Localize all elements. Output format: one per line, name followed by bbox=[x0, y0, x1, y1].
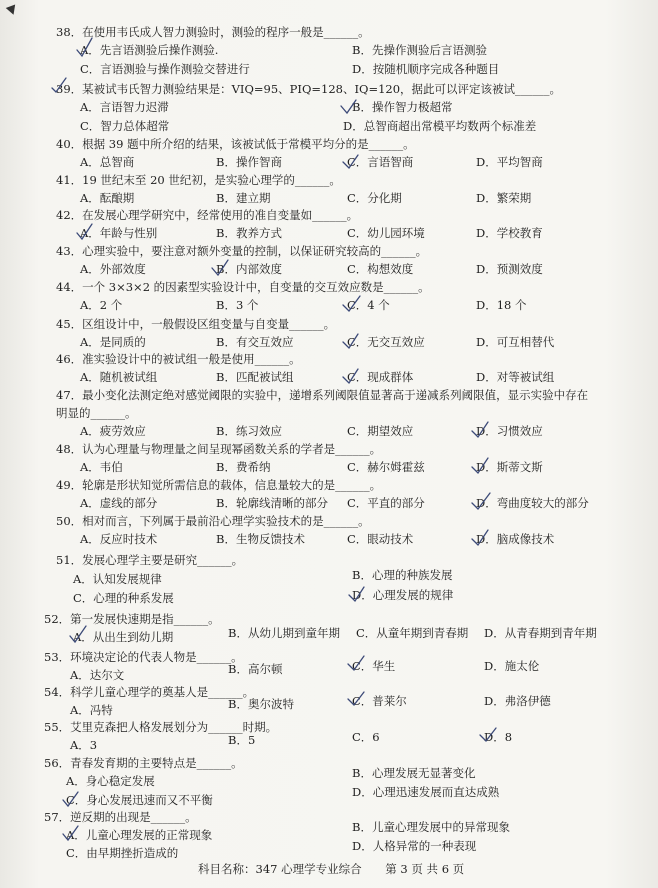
question-43-stem: 43．心理实验中，要注意对额外变量的控制，以保证研究较高的______。 bbox=[56, 244, 428, 258]
question-56-option-b: B．心理发展无显著变化 bbox=[352, 766, 476, 780]
question-57-option-b: B．儿童心理发展中的异常现象 bbox=[352, 820, 510, 834]
question-49-option-b: B．轮廓线清晰的部分 bbox=[216, 496, 328, 510]
question-39-option-d: D．总智商超出常模平均数两个标准差 bbox=[343, 119, 537, 133]
question-52-stem: 52．第一发展快速期是指______。 bbox=[44, 612, 220, 626]
question-52-option-c: C．从童年期到青春期 bbox=[356, 626, 469, 640]
question-54-option-d: D．弗洛伊德 bbox=[484, 694, 551, 708]
question-46-option-b: B．匹配被试组 bbox=[216, 370, 294, 384]
question-45-stem: 45．区组设计中，一般假设区组变量与自变量______。 bbox=[56, 317, 336, 331]
question-45-option-a: A．是同质的 bbox=[80, 335, 146, 349]
question-45-option-d: D．可互相替代 bbox=[476, 335, 555, 349]
question-52-option-b: B．从幼儿期到童年期 bbox=[228, 626, 340, 640]
question-43-option-b: B．内部效度 bbox=[216, 262, 282, 276]
question-52-option-d: D．从青春期到青年期 bbox=[484, 626, 597, 640]
question-44-stem: 44．一个 3×3×2 的因素型实验设计中，自变量的交互效应数是______。 bbox=[56, 280, 430, 294]
question-56-option-a: A．身心稳定发展 bbox=[66, 774, 155, 788]
question-40-option-c: C．言语智商 bbox=[347, 155, 414, 169]
question-54-stem: 54．科学儿童心理学的奠基人是______。 bbox=[44, 685, 255, 699]
question-47-option-b: B．练习效应 bbox=[216, 424, 282, 438]
question-46-stem: 46．准实验设计中的被试组一般是使用______。 bbox=[56, 352, 301, 366]
question-46-option-a: A．随机被试组 bbox=[80, 370, 158, 384]
question-44-option-d: D．18 个 bbox=[476, 298, 527, 312]
question-38-option-a: A．先言语测验后操作测验. bbox=[80, 43, 219, 57]
question-42-option-d: D．学校教育 bbox=[476, 226, 543, 240]
question-42-option-c: C．幼儿园环境 bbox=[347, 226, 425, 240]
question-48-stem: 48．认为心理量与物理量之间呈现幂函数关系的学者是______。 bbox=[56, 442, 382, 456]
question-41-stem: 41．19 世纪末至 20 世纪初，是实验心理学的______。 bbox=[56, 173, 341, 187]
question-50-stem: 50．相对而言，下列属于最前沿心理学实验技术的是______。 bbox=[56, 514, 370, 528]
footer-subject: 科目名称：347 心理学专业综合 bbox=[198, 862, 362, 876]
question-54-option-a: A．冯特 bbox=[70, 703, 113, 717]
question-57-option-d: D．人格异常的一种表现 bbox=[352, 839, 477, 853]
question-40-option-d: D．平均智商 bbox=[476, 155, 543, 169]
question-55-option-b: B．5 bbox=[228, 733, 256, 747]
question-47-stem-continued: 明显的______。 bbox=[56, 406, 137, 420]
question-38-option-b: B．先操作测验后言语测验 bbox=[352, 43, 487, 57]
question-38-stem: 38．在使用韦氏成人智力测验时，测验的程序一般是______。 bbox=[56, 25, 370, 39]
question-46-option-c: C．现成群体 bbox=[347, 370, 414, 384]
question-41-option-d: D．繁荣期 bbox=[476, 191, 532, 205]
question-53-option-d: D．施太伦 bbox=[484, 659, 540, 673]
question-55-option-a: A．3 bbox=[70, 738, 98, 752]
question-41-option-b: B．建立期 bbox=[216, 191, 271, 205]
question-38-option-c: C．言语测验与操作测验交替进行 bbox=[80, 62, 250, 76]
question-55-option-d: D．8 bbox=[484, 730, 513, 744]
question-48-option-b: B．费希纳 bbox=[216, 460, 271, 474]
question-46-option-d: D．对等被试组 bbox=[476, 370, 555, 384]
question-44-option-c: C．4 个 bbox=[347, 298, 390, 312]
question-52-option-a: A．从出生到幼儿期 bbox=[73, 630, 174, 644]
question-40-stem: 40．根据 39 题中所介绍的结果，该被试低于常模平均分的是______。 bbox=[56, 137, 415, 151]
question-50-option-c: C．眼动技术 bbox=[347, 532, 414, 546]
question-47-option-a: A．疲劳效应 bbox=[80, 424, 146, 438]
question-43-option-d: D．预测效度 bbox=[476, 262, 543, 276]
question-48-option-d: D．斯蒂文斯 bbox=[476, 460, 543, 474]
question-47-option-c: C．期望效应 bbox=[347, 424, 414, 438]
question-49-option-d: D．弯曲度较大的部分 bbox=[476, 496, 589, 510]
question-49-option-a: A．虚线的部分 bbox=[80, 496, 158, 510]
question-42-stem: 42．在发展心理学研究中，经常使用的准自变量如______。 bbox=[56, 208, 359, 222]
question-57-stem: 57．逆反期的出现是______。 bbox=[44, 810, 197, 824]
question-39-option-b: B．操作智力极超常 bbox=[352, 100, 453, 114]
question-56-option-c: C．身心发展迅速而又不平衡 bbox=[66, 793, 213, 807]
corner-arrow-mark bbox=[6, 5, 18, 17]
question-57-option-a: A．儿童心理发展的正常现象 bbox=[66, 828, 213, 842]
question-49-stem: 49．轮廓是形状知觉所需信息的载体，信息量较大的是______。 bbox=[56, 478, 382, 492]
question-42-option-b: B．教养方式 bbox=[216, 226, 282, 240]
question-50-option-a: A．反应时技术 bbox=[80, 532, 158, 546]
question-41-option-c: C．分化期 bbox=[347, 191, 402, 205]
page-footer bbox=[198, 861, 484, 877]
question-51-option-d: D．心理发展的规律 bbox=[352, 588, 454, 602]
question-50-option-d: D．脑成像技术 bbox=[476, 532, 555, 546]
question-41-option-a: A．酝酿期 bbox=[80, 191, 135, 205]
question-43-option-a: A．外部效度 bbox=[80, 262, 146, 276]
question-53-stem: 53．环境决定论的代表人物是______。 bbox=[44, 650, 243, 664]
question-54-option-b: B．奥尔波特 bbox=[228, 697, 294, 711]
question-51-option-b: B．心理的种族发展 bbox=[352, 568, 453, 582]
question-44-option-a: A．2 个 bbox=[80, 298, 123, 312]
question-39-option-a: A．言语智力迟滞 bbox=[80, 100, 169, 114]
question-51-stem: 51．发展心理学主要是研究______。 bbox=[56, 553, 244, 567]
question-56-option-d: D．心理迅速发展而直达成熟 bbox=[352, 785, 500, 799]
question-50-option-b: B．生物反馈技术 bbox=[216, 532, 305, 546]
question-54-option-c: C．普莱尔 bbox=[352, 694, 407, 708]
question-48-option-a: A．韦伯 bbox=[80, 460, 123, 474]
question-57-option-c: C．由早期挫折造成的 bbox=[66, 846, 179, 860]
question-51-option-a: A．认知发展规律 bbox=[73, 572, 162, 586]
question-55-stem: 55．艾里克森把人格发展划分为______时期。 bbox=[44, 720, 278, 734]
question-49-option-c: C．平直的部分 bbox=[347, 496, 425, 510]
question-55-option-c: C．6 bbox=[352, 730, 380, 744]
question-39-stem: 39．某被试韦氏智力测验结果是：VIQ=95、PIQ=128、IQ=120，据此可以评定该被试______。 bbox=[56, 82, 562, 96]
question-42-option-a: A．年龄与性别 bbox=[80, 226, 158, 240]
question-43-option-c: C．构想效度 bbox=[347, 262, 414, 276]
question-45-option-b: B．有交互效应 bbox=[216, 335, 294, 349]
question-56-stem: 56．青春发育期的主要特点是______。 bbox=[44, 756, 243, 770]
question-51-option-c: C．心理的种系发展 bbox=[73, 591, 174, 605]
question-47-stem: 47．最小变化法测定绝对感觉阈限的实验中，递增系列阈限值显著高于递减系列阈限值，显示实验中存在 bbox=[56, 388, 589, 402]
question-53-option-b: B．高尔顿 bbox=[228, 662, 283, 676]
question-40-option-a: A．总智商 bbox=[80, 155, 135, 169]
question-44-option-b: B．3 个 bbox=[216, 298, 259, 312]
question-53-option-a: A．达尔文 bbox=[70, 668, 125, 682]
question-39-option-c: C．智力总体超常 bbox=[80, 119, 170, 133]
question-45-option-c: C．无交互效应 bbox=[347, 335, 425, 349]
question-48-option-c: C．赫尔姆霍兹 bbox=[347, 460, 425, 474]
question-40-option-b: B．操作智商 bbox=[216, 155, 282, 169]
question-38-option-d: D．按随机顺序完成各种题目 bbox=[352, 62, 500, 76]
question-53-option-c: C．华生 bbox=[352, 659, 396, 673]
question-47-option-d: D．习惯效应 bbox=[476, 424, 543, 438]
footer-page-number: 第 3 页 共 6 页 bbox=[385, 862, 465, 876]
